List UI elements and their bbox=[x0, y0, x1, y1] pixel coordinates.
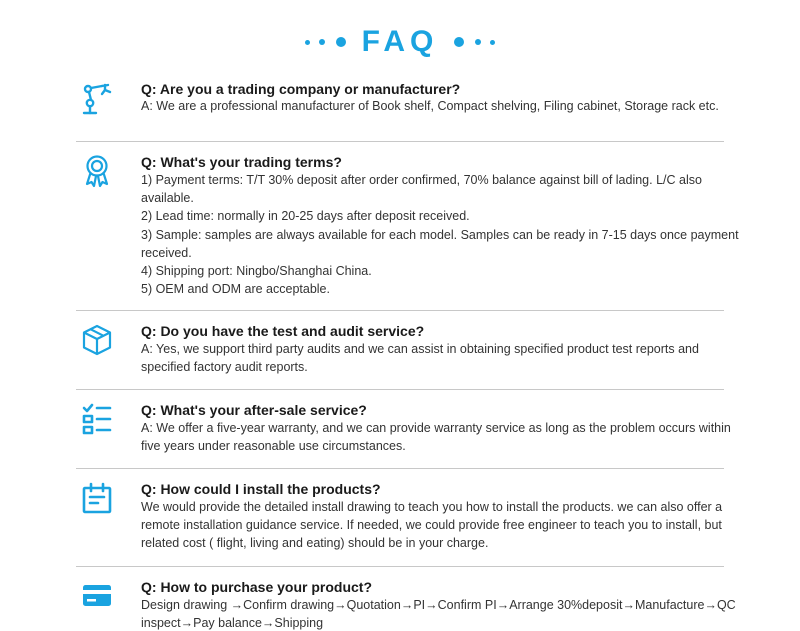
faq-answer-line: specified factory audit reports. bbox=[141, 360, 308, 375]
faq-answer-line: 2) Lead time: normally in 20-25 days after deposit received. bbox=[141, 209, 470, 224]
award-badge-icon bbox=[80, 154, 114, 188]
faq-item bbox=[76, 390, 731, 469]
faq-question: Q: How to purchase your product? bbox=[141, 579, 373, 595]
faq-answer bbox=[141, 596, 736, 631]
checklist-icon bbox=[80, 402, 114, 436]
faq-answer bbox=[141, 419, 731, 455]
faq-answer-line: A: We are a professional manufacturer of Book shelf, Compact shelving, Filing cabinet, Storage rack etc. bbox=[141, 99, 719, 113]
faq-answer-line: Design drawing →Confirm drawing→Quotation→PI→Confirm PI→Arrange 30%deposit→Manufacture→QC bbox=[141, 598, 736, 612]
faq-question: Q: Are you a trading company or manufacturer? bbox=[141, 81, 461, 97]
faq-answer-line: remote installation guidance service. If needed, we could provide free engineer to teach you to install, but bbox=[141, 518, 722, 533]
faq-answer-line: received. bbox=[141, 245, 192, 260]
faq-answer bbox=[141, 340, 721, 376]
faq-item bbox=[76, 567, 736, 631]
faq-item bbox=[76, 311, 724, 390]
page-title: FAQ bbox=[361, 25, 439, 58]
faq-header bbox=[0, 24, 800, 60]
decor-dot bbox=[454, 37, 464, 47]
faq-answer-line: inspect→Pay balance→Shipping bbox=[141, 616, 324, 631]
faq-answer-line: A: We offer a five-year warranty, and we can provide warranty service as long as the problem occurs within bbox=[141, 421, 731, 435]
faq-answer bbox=[141, 498, 721, 553]
faq-answer-line: We would provide the detailed install drawing to teach you how to install the products. we can also offer a bbox=[141, 500, 723, 514]
faq-answer-line: A: Yes, we support third party audits and we can assist in obtaining specified product test reports and bbox=[141, 342, 699, 356]
box-icon bbox=[80, 323, 114, 357]
credit-card-icon bbox=[80, 579, 114, 613]
faq-answer-line: 4) Shipping port: Ningbo/Shanghai China. bbox=[141, 264, 372, 279]
faq-question: Q: What's your trading terms? bbox=[141, 154, 342, 170]
faq-answer-line: 3) Sample: samples are always available for each model. Samples can be ready in 7-15 days once payment bbox=[141, 227, 739, 242]
faq-answer-line: 5) OEM and ODM are acceptable. bbox=[141, 282, 330, 297]
decor-dot bbox=[490, 40, 495, 45]
faq-item bbox=[76, 72, 724, 142]
faq-answer-line: five years under reasonable use circumstances. bbox=[141, 439, 406, 454]
faq-item bbox=[76, 142, 739, 311]
faq-answer bbox=[141, 97, 721, 115]
robot-arm-icon bbox=[80, 82, 114, 116]
faq-question: Q: How could I install the products? bbox=[141, 481, 381, 497]
faq-question: Q: Do you have the test and audit service? bbox=[141, 323, 425, 339]
faq-answer-line: related cost ( flight, living and eating) should be in your charge. bbox=[141, 536, 489, 551]
faq-answer bbox=[141, 171, 739, 298]
faq-answer-line: available. bbox=[141, 191, 194, 206]
decor-dot bbox=[475, 39, 481, 45]
calendar-icon bbox=[80, 481, 114, 515]
faq-answer-line: 1) Payment terms: T/T 30% deposit after order confirmed, 70% balance against bill of lading. L/C also bbox=[141, 173, 702, 187]
faq-item bbox=[76, 469, 724, 567]
faq-question: Q: What's your after-sale service? bbox=[141, 402, 367, 418]
